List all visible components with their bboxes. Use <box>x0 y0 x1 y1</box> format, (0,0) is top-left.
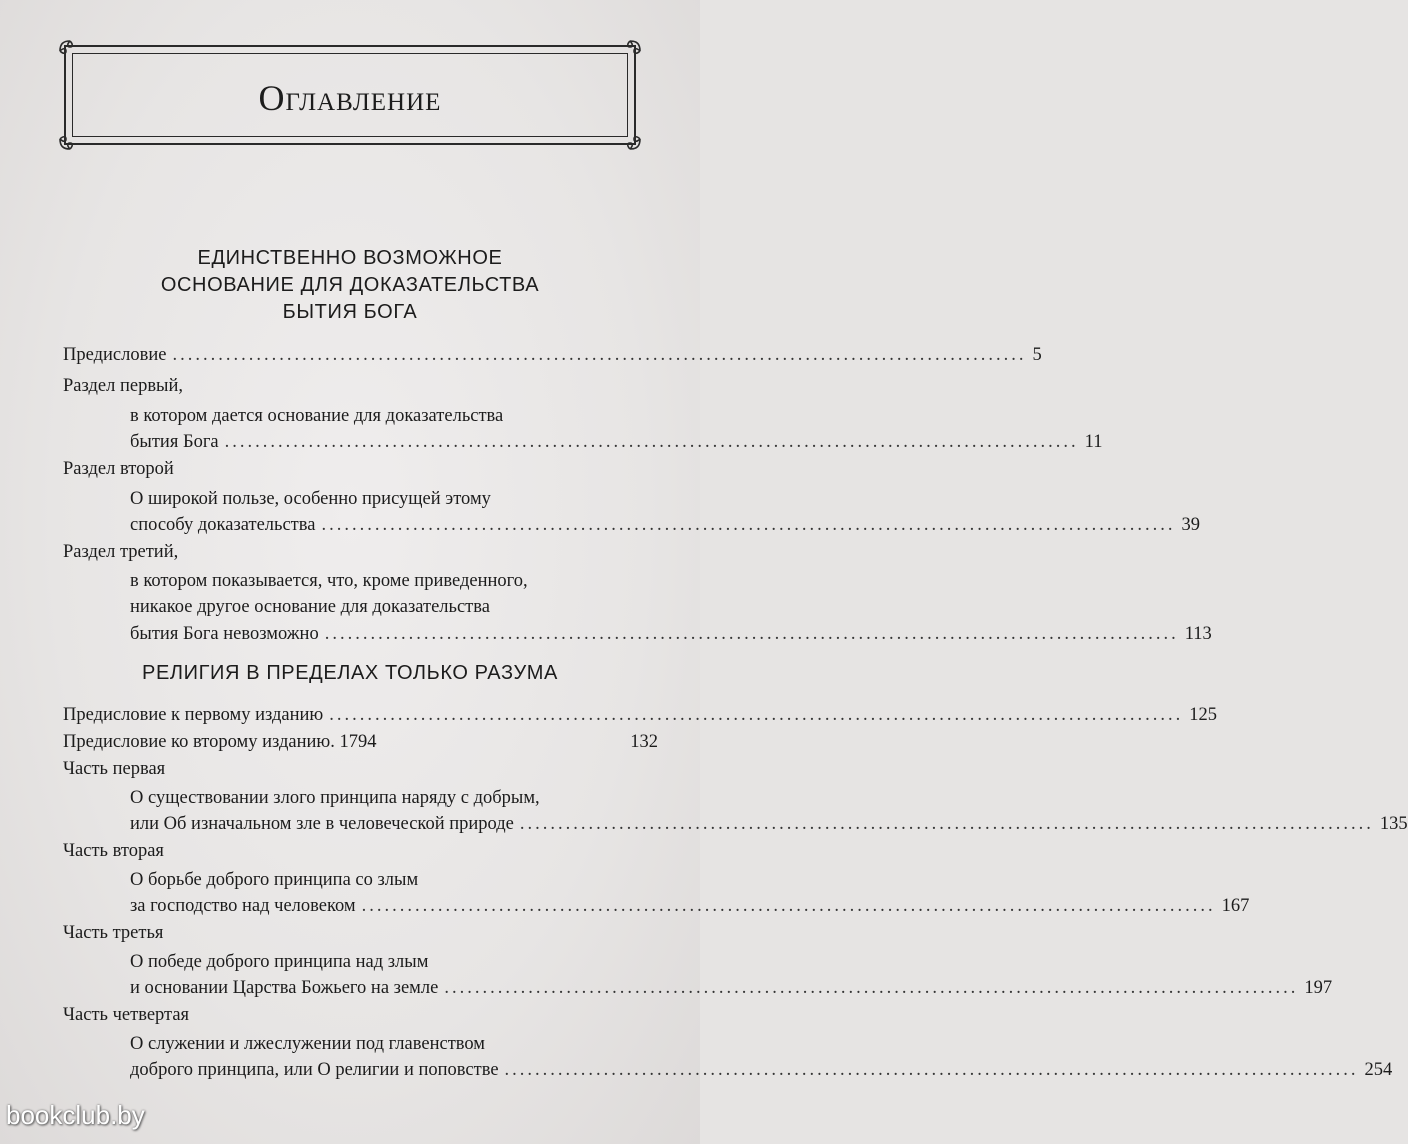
toc-entry <box>130 1055 1393 1085</box>
toc-entry-text: О борьбе доброго принципа со злым <box>130 870 419 890</box>
toc-entry-text: и основании Царства Божьего на земле <box>130 978 439 998</box>
title-frame <box>64 45 636 145</box>
toc-entry-text: или Об изначальном зле в человеческой природе <box>130 814 514 834</box>
toc-entry <box>130 619 1212 649</box>
toc-part-label: Раздел третий, <box>63 542 179 562</box>
toc-entry <box>130 891 1250 921</box>
toc-page-number: 125 <box>1189 705 1217 725</box>
section-2-heading-line: РЕЛИГИЯ В ПРЕДЕЛАХ ТОЛЬКО РАЗУМА <box>142 662 558 684</box>
toc-entry <box>63 340 1042 370</box>
toc-entry-text: бытия Бога невозможно <box>130 624 319 644</box>
toc-entry-text: О широкой пользе, особенно присущей этому <box>130 489 491 509</box>
toc-entry-text: доброго принципа, или О религии и поповстве <box>130 1060 499 1080</box>
dot-leader: ................................................................................................................ <box>224 432 1079 452</box>
toc-entry <box>63 700 1217 730</box>
section-2-heading <box>0 660 700 687</box>
dot-leader: ................................................................................................................ <box>324 624 1179 644</box>
toc-entry-text: в котором показывается, что, кроме приведенного, <box>130 571 528 591</box>
toc-entry-text: О служении и лжеслужении под главенством <box>130 1034 485 1054</box>
dot-leader: ................................................................................................................ <box>444 978 1299 998</box>
corner-ornament-icon <box>57 38 83 64</box>
toc-page-number: 167 <box>1221 896 1250 916</box>
section-1-heading-line: ЕДИНСТВЕННО ВОЗМОЖНОЕ <box>197 247 503 269</box>
toc-page-number: 132 <box>630 732 658 752</box>
dot-leader: ................................................................................................................ <box>361 896 1216 916</box>
toc-part-label: Часть третья <box>63 923 164 943</box>
toc-entry-text: Предисловие <box>63 345 167 365</box>
toc-page-number: 39 <box>1181 515 1200 535</box>
watermark: bookclub.by <box>6 1100 145 1130</box>
toc-page-number: 5 <box>1032 345 1042 365</box>
dot-leader: ................................................................................................................ <box>321 515 1176 535</box>
dot-leader: ................................................................................................................ <box>172 345 1027 365</box>
corner-ornament-icon <box>617 126 643 152</box>
toc-page-number: 11 <box>1084 432 1103 452</box>
dot-leader: ................................................................................................................ <box>329 705 1184 725</box>
toc-page-number: 135 <box>1379 814 1408 834</box>
toc-entry <box>63 727 658 757</box>
toc-entry-text: Предисловие к первому изданию <box>63 705 324 725</box>
toc-entry-text: в котором дается основание для доказательства <box>130 406 504 426</box>
toc-entry-text: Предисловие ко второму изданию. 1794 <box>63 732 377 752</box>
toc-entry-text: за господство над человеком <box>130 896 356 916</box>
toc-entry-text: никакое другое основание для доказательства <box>130 597 490 617</box>
section-1-heading <box>0 245 700 326</box>
toc-page-number: 197 <box>1304 978 1333 998</box>
toc-entry <box>130 973 1333 1003</box>
toc-entry <box>130 809 1408 839</box>
section-1-heading-line: БЫТИЯ БОГА <box>282 301 418 323</box>
corner-ornament-icon <box>617 38 643 64</box>
page-title: Оглавление <box>258 78 442 118</box>
toc-entry <box>130 510 1200 540</box>
toc-entry-text: О существовании злого принципа наряду с добрым, <box>130 788 540 808</box>
dot-leader: ................................................................................................................ <box>504 1060 1359 1080</box>
toc-part-label: Часть четвертая <box>63 1005 190 1025</box>
corner-ornament-icon <box>57 126 83 152</box>
toc-part-label: Раздел второй <box>63 459 174 479</box>
toc-entry <box>130 427 1103 457</box>
toc-part-label: Часть первая <box>63 759 166 779</box>
toc-part-label: Часть вторая <box>63 841 164 861</box>
dot-leader: ................................................................................................................ <box>519 814 1374 834</box>
toc-entry-text: бытия Бога <box>130 432 219 452</box>
toc-page-number: 113 <box>1184 624 1212 644</box>
toc-entry-text: способу доказательства <box>130 515 316 535</box>
toc-page-number: 254 <box>1364 1060 1393 1080</box>
toc-entry-text: О победе доброго принципа над злым <box>130 952 429 972</box>
toc-part-label: Раздел первый, <box>63 376 184 396</box>
section-1-heading-line: ОСНОВАНИЕ ДЛЯ ДОКАЗАТЕЛЬСТВА <box>160 274 540 296</box>
